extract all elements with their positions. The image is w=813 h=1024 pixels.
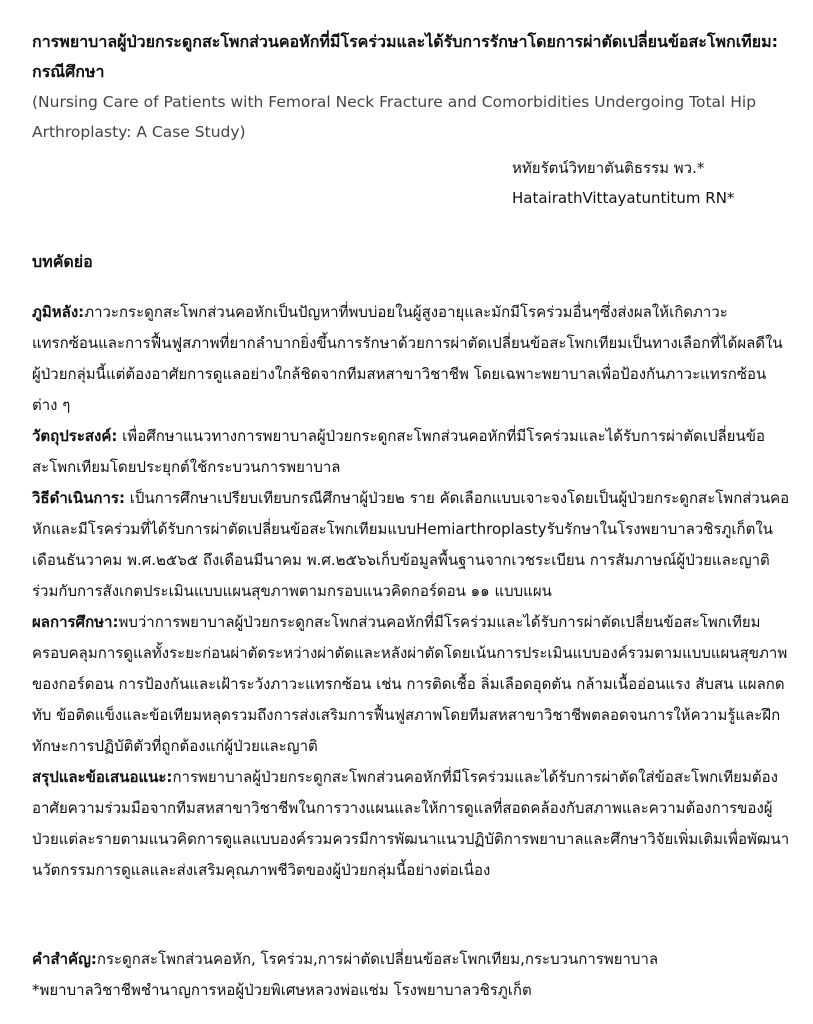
section-text: เพื่อศึกษาแนวทางการพยาบาลผู้ป่วยกระดูกสะโพกส่วนคอหักที่มีโรคร่วมและได้รับการผ่าตัดเปลี่ยนข้อสะโพกเทียมโดยประยุกต์ใช้กระบวนการพยาบาล: [32, 427, 765, 476]
section-label: ภูมิหลัง:: [32, 303, 85, 321]
abstract-section-background: [32, 297, 791, 421]
abstract-section-methods: [32, 483, 791, 607]
section-text: การพยาบาลผู้ป่วยกระดูกสะโพกส่วนคอหักที่มีโรคร่วมและได้รับการผ่าตัดใส่ข้อสะโพกเทียมต้องอาศัยความร่วมมือจากทีมสหสาขาวิชาชีพในการวางแผนและให้การดูแลที่สอดคล้องกับสภาพและความต้องการของผู้ป่วยแต่ละรายตามแนวคิดการดูแลแบบองค์รวมควรมีการพัฒนาแนวปฏิบัติการพยาบาลและศึกษาวิจัยเพิ่มเติมเพื่อพัฒนานวัตกรรมการดูแลและส่งเสริมคุณภาพชีวิตของผู้ป่วยกลุ่มนี้อย่างต่อเนื่อง: [32, 768, 790, 879]
keywords-line: [32, 944, 791, 975]
section-text: เป็นการศึกษาเปรียบเทียบกรณีศึกษาผู้ป่วย๒ ราย คัดเลือกแบบเจาะจงโดยเป็นผู้ป่วยกระดูกสะโพกส่วนคอหักและมีโรคร่วมที่ได้รับการผ่าตัดเปลี่ยนข้อสะโพกเทียมแบบHemiarthroplastyรับรักษาในโรงพยาบาลวชิรภูเก็ตในเดือนธันวาคม พ.ศ.๒๕๖๕ ถึงเดือนมีนาคม พ.ศ.๒๕๖๖เก็บข้อมูลพื้นฐานจากเวชระเบียน การสัมภาษณ์ผู้ป่วยและญาติ ร่วมกับการสังเกตประเมินแบบแผนสุขภาพตามกรอบแนวคิดกอร์ดอน ๑๑ แบบแผน: [32, 489, 790, 600]
keywords-text: กระดูกสะโพกส่วนคอหัก, โรคร่วม,การผ่าตัดเปลี่ยนข้อสะโพกเทียม,กระบวนการพยาบาล: [96, 950, 659, 968]
keywords-label: คำสำคัญ:: [32, 950, 97, 968]
section-label: วิธีดำเนินการ:: [32, 489, 125, 507]
section-text: พบว่าการพยาบาลผู้ป่วยกระดูกสะโพกส่วนคอหักที่มีโรคร่วมและได้รับการผ่าตัดเปลี่ยนข้อสะโพกเทียมครอบคลุมการดูแลทั้งระยะก่อนผ่าตัดระหว่างผ่าตัดและหลังผ่าตัดโดยเน้นการประเมินแบบองค์รวมตามแบบแผนสุขภาพของกอร์ดอน การป้องกันและเฝ้าระวังภาวะแทรกซ้อน เช่น การติดเชื้อ ลิ่มเลือดอุดตัน กล้ามเนื้ออ่อนแรง สับสน แผลกดทับ ข้อติดแข็งและข้อเทียมหลุดรวมถึงการส่งเสริมการฟื้นฟูสภาพโดยทีมสหสาขาวิชาชีพตลอดจนการให้ความรู้และฝึกทักษะการปฏิบัติตัวที่ถูกต้องแก่ผู้ป่วยและญาติ: [32, 613, 788, 755]
thai-title: การพยาบาลผู้ป่วยกระดูกสะโพกส่วนคอหักที่มีโรคร่วมและได้รับการรักษาโดยการผ่าตัดเปลี่ยนข้อสะโพกเทียม: กรณีศึกษา: [32, 32, 779, 81]
abstract-section-objective: [32, 421, 791, 483]
abstract-section-conclusion: [32, 762, 791, 886]
author-block: [512, 153, 791, 213]
section-label: ผลการศึกษา:: [32, 613, 119, 631]
section-label: วัตถุประสงค์:: [32, 427, 118, 445]
section-text: ภาวะกระดูกสะโพกส่วนคอหักเป็นปัญหาที่พบบ่อยในผู้สูงอายุและมักมีโรคร่วมอื่นๆซึ่งส่งผลให้เกิดภาวะแทรกซ้อนและการฟื้นฟูสภาพที่ยากลำบากยิ่งขึ้นการรักษาด้วยการผ่าตัดเปลี่ยนข้อสะโพกเทียมเป็นทางเลือกที่ได้ผลดีในผู้ป่วยกลุ่มนี้แต่ต้องอาศัยการดูแลอย่างใกล้ชิดจากทีมสหสาขาวิชาชีพ โดยเฉพาะพยาบาลเพื่อป้องกันภาวะแทรกซ้อนต่าง ๆ: [32, 303, 783, 414]
abstract-body: [32, 297, 791, 886]
author-name-english: HatairathVittayatuntitum RN*: [512, 189, 735, 207]
author-footnote: *พยาบาลวิชาชีพชำนาญการหอผู้ป่วยพิเศษหลวงพ่อแช่ม โรงพยาบาลวชิรภูเก็ต: [32, 981, 532, 999]
english-title: (Nursing Care of Patients with Femoral Neck Fracture and Comorbidities Undergoing Total Hip Arthroplasty: A Case Study): [32, 93, 757, 141]
abstract-heading: บทคัดย่อ: [32, 252, 93, 271]
author-name-thai: หทัยรัตน์วิทยาตันติธรรม พว.*: [512, 159, 705, 177]
abstract-section-results: [32, 607, 791, 762]
section-label: สรุปและข้อเสนอแนะ:: [32, 768, 173, 786]
